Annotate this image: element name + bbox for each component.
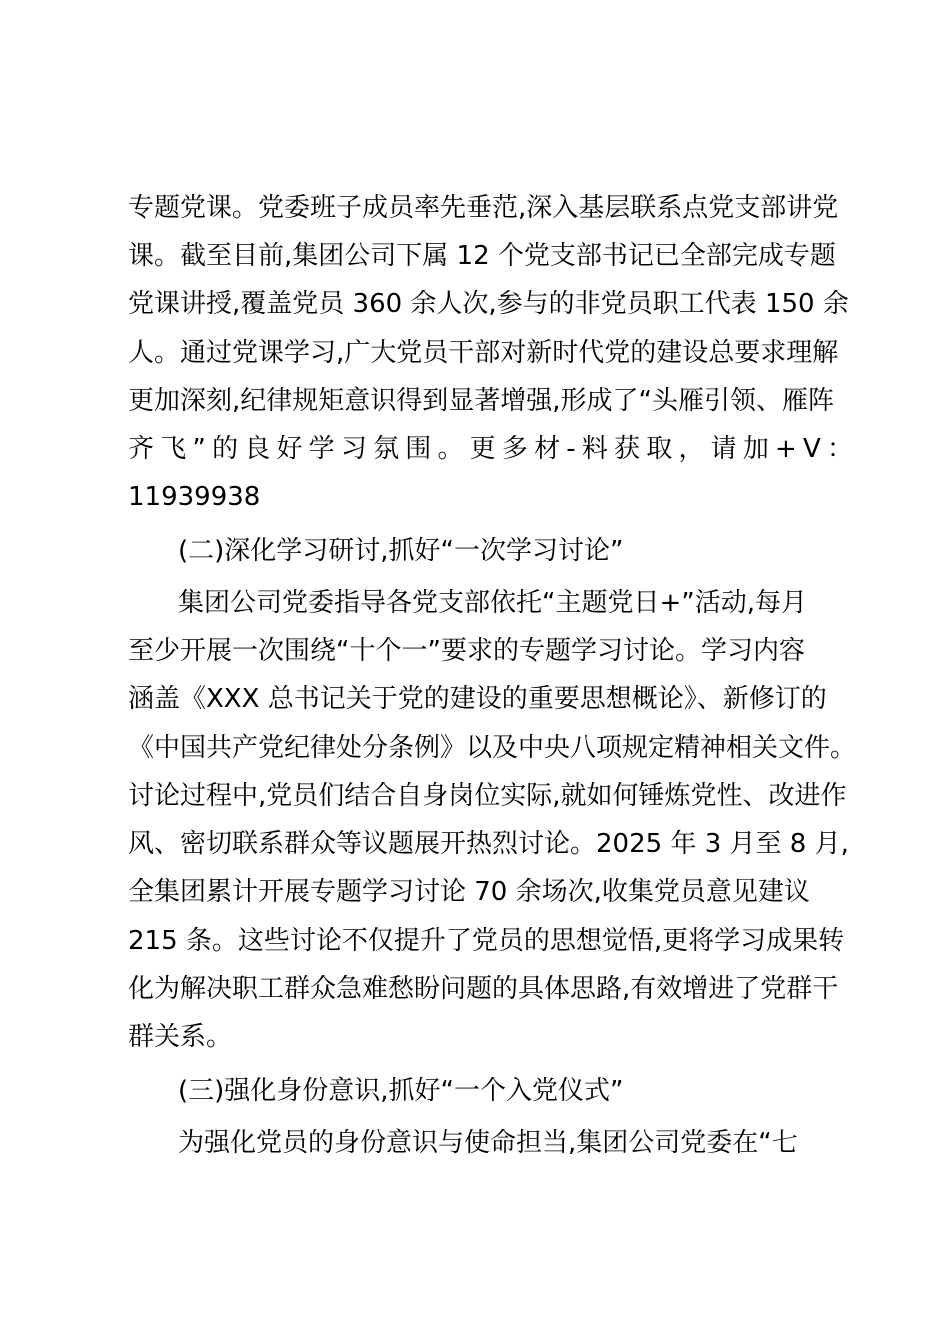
paragraph-line: 党课讲授,覆盖党员 360 余人次,参与的非党员职工代表 150 余 [128,289,849,319]
paragraph-line: 11939938 [128,482,261,512]
paragraph-line: 《中国共产党纪律处分条例》以及中央八项规定精神相关文件。 [128,733,857,763]
paragraph-line: 至少开展一次围绕“十个一”要求的专题学习讨论。学习内容 [128,636,805,666]
paragraph-line: 化为解决职工群众急难愁盼问题的具体思路,有效增进了党群干 [128,974,839,1004]
paragraph-line: 为强化党员的身份意识与使命担当,集团公司党委在“七 [178,1128,798,1158]
paragraph-line: 更加深刻,纪律规矩意识得到显著增强,形成了“头雁引领、雁阵 [128,386,834,416]
paragraph-line: 讨论过程中,党员们结合自身岗位实际,就如何锤炼党性、改进作 [128,781,847,811]
paragraph-line: 风、密切联系群众等议题展开热烈讨论。2025 年 3 月至 8 月, [128,829,849,859]
paragraph-line: 齐飞”的良好学习氛围。更多材-料获取，请加+V： [128,434,860,464]
paragraph-line: 215 条。这些讨论不仅提升了党员的思想觉悟,更将学习成果转 [128,926,845,956]
paragraph-line: 全集团累计开展专题学习讨论 70 余场次,收集党员意见建议 [128,877,810,907]
paragraph-line: 涵盖《XXX 总书记关于党的建设的重要思想概论》、新修订的 [128,684,827,714]
section-heading-3: (三)强化身份意识,抓好“一个入党仪式” [178,1076,624,1106]
paragraph-line: 专题党课。党委班子成员率先垂范,深入基层联系点党支部讲党 [128,193,839,223]
paragraph-line: 群关系。 [128,1022,233,1052]
paragraph-line: 集团公司党委指导各党支部依托“主题党日+”活动,每月 [178,588,807,618]
paragraph-line: 课。截至目前,集团公司下属 12 个党支部书记已全部完成专题 [128,241,836,271]
section-heading-2: (二)深化学习研讨,抓好“一次学习讨论” [178,536,624,566]
paragraph-line: 人。通过党课学习,广大党员干部对新时代党的建设总要求理解 [128,338,839,368]
